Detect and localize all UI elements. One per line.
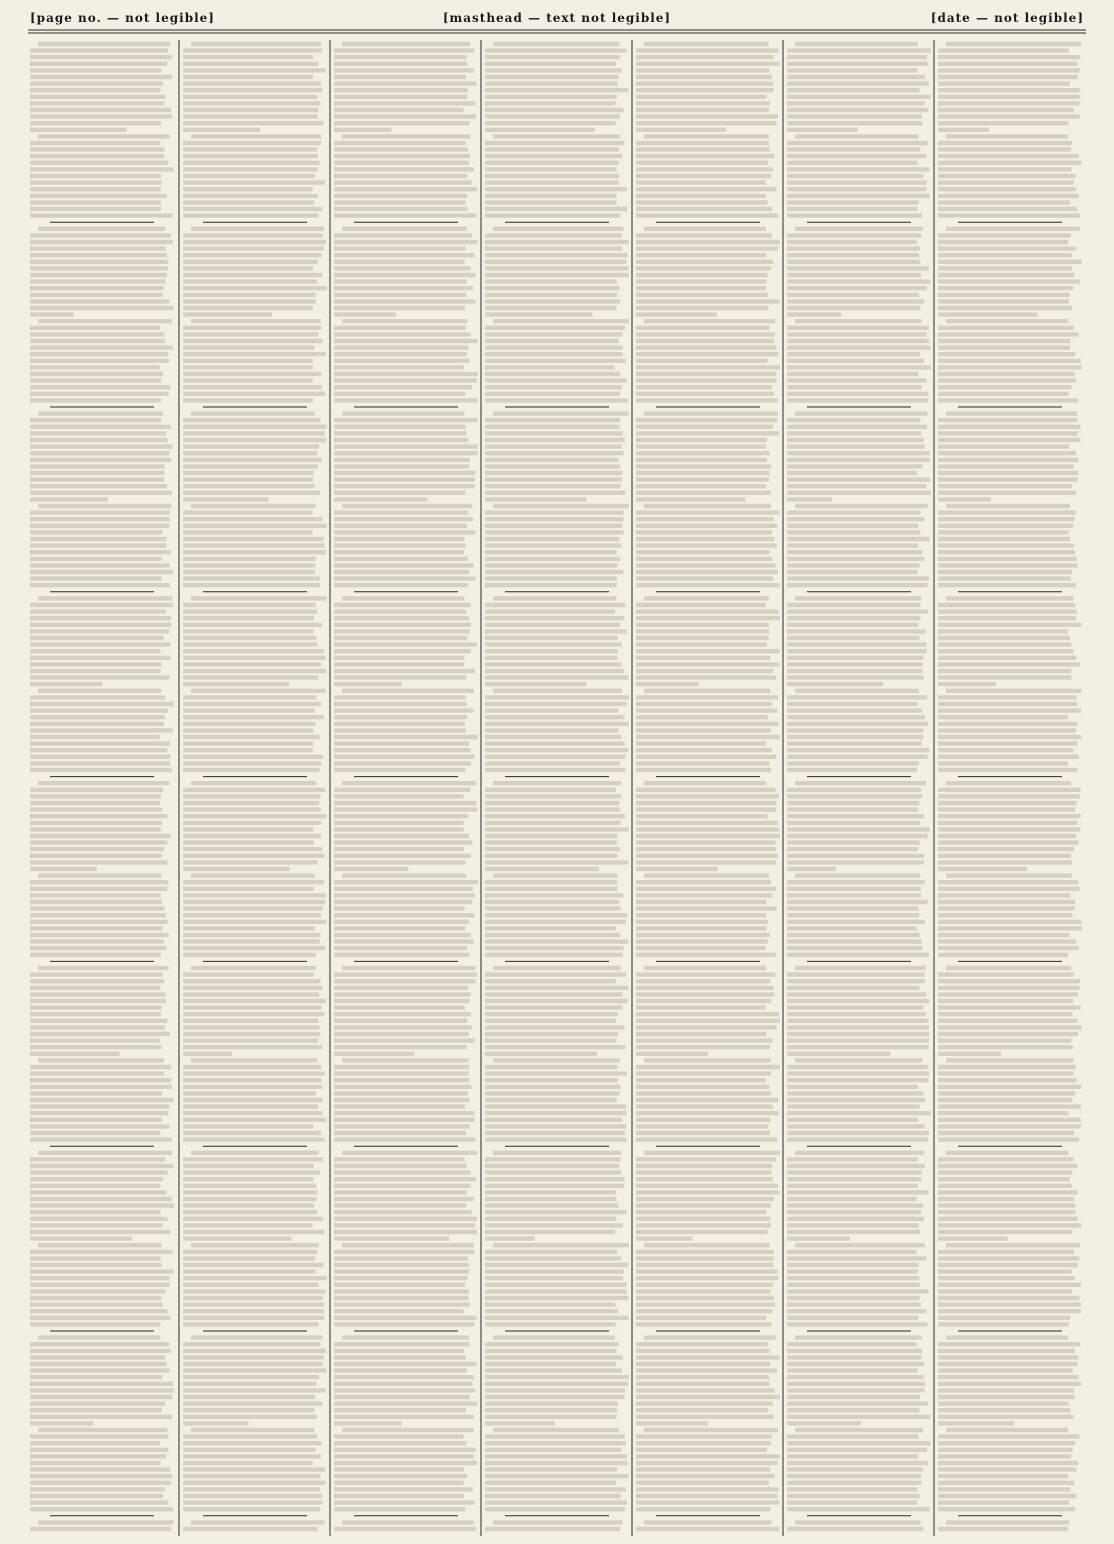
column-4	[485, 44, 629, 1529]
column-3	[334, 44, 478, 1529]
masthead-date: [date — not legible]	[930, 11, 1084, 25]
page-number: [page no. — not legible]	[30, 11, 215, 25]
column-5	[636, 44, 780, 1529]
column-6	[787, 44, 931, 1529]
column-2	[183, 44, 327, 1529]
masthead-title: [masthead — text not legible]	[442, 11, 672, 25]
column-7	[938, 44, 1082, 1529]
column-1	[30, 44, 174, 1529]
